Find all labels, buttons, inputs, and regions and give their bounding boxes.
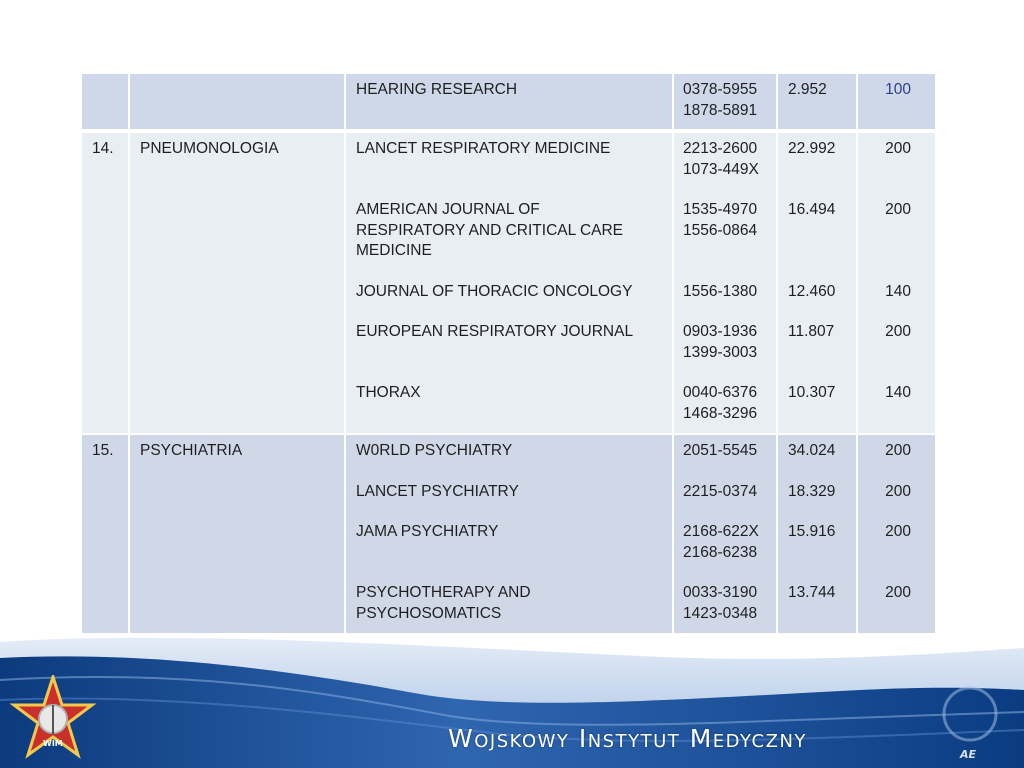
row-number: 14. xyxy=(81,131,129,434)
issn-value: 1399-3003 xyxy=(683,343,758,361)
points-value: 100 xyxy=(857,73,936,131)
list-item xyxy=(683,482,766,503)
table-row xyxy=(81,73,936,131)
list-item xyxy=(356,139,662,180)
journal-title: EUROPEAN RESPIRATORY JOURNAL xyxy=(356,323,634,340)
issn-cell xyxy=(673,434,777,634)
journal-title: MEDICINE xyxy=(356,242,432,259)
journal-table xyxy=(80,72,937,635)
impact-factor: 13.744 xyxy=(788,584,836,601)
issn-cell xyxy=(673,73,777,131)
points-cell xyxy=(857,131,936,434)
journal-title: W0RLD PSYCHIATRY xyxy=(356,442,513,459)
list-item xyxy=(788,441,846,462)
issn-value: 2051-5545 xyxy=(683,442,758,459)
list-item xyxy=(788,583,846,624)
list-item xyxy=(356,482,662,503)
points-value: 200 xyxy=(885,523,911,540)
issn-value: 2168-622X xyxy=(683,523,759,540)
journal-title: PSYCHOTHERAPY AND xyxy=(356,584,531,601)
list-item xyxy=(868,583,911,624)
list-item xyxy=(356,322,662,363)
journal-title: JOURNAL OF THORACIC ONCOLOGY xyxy=(356,282,633,300)
impact-factor: 16.494 xyxy=(788,201,836,218)
list-item xyxy=(683,383,766,424)
corner-logo-mark: AE xyxy=(960,748,977,761)
list-item xyxy=(683,441,766,462)
list-item xyxy=(683,139,766,180)
list-item xyxy=(868,139,911,180)
list-item xyxy=(683,200,766,262)
footer-brand-name: Wojskowy Instytut Medyczny xyxy=(448,724,807,753)
footer-band xyxy=(0,620,1024,768)
impact-factor: 22.992 xyxy=(788,140,836,157)
discipline-name xyxy=(129,73,345,131)
points-value: 200 xyxy=(885,584,911,601)
list-item xyxy=(356,583,662,624)
issn-value: 1468-3296 xyxy=(683,404,758,422)
list-item xyxy=(788,482,846,503)
impact-cell xyxy=(777,131,857,434)
issn-value: 2213-2600 xyxy=(683,140,758,157)
issn-value: 1535-4970 xyxy=(683,201,758,218)
list-item xyxy=(788,139,846,180)
impact-factor: 11.807 xyxy=(788,323,835,340)
list-item xyxy=(683,282,766,303)
points-value: 200 xyxy=(885,482,911,500)
issn-value: 1073-449X xyxy=(683,160,759,178)
list-item xyxy=(356,200,662,262)
issn-value: 1556-0864 xyxy=(683,221,758,239)
issn-value: 0378-5955 xyxy=(683,81,758,98)
list-item xyxy=(356,522,662,563)
issn-value: 1878-5891 xyxy=(683,101,758,119)
list-item xyxy=(683,522,766,563)
journal-title: RESPIRATORY AND CRITICAL CARE xyxy=(356,221,624,239)
journal-title: THORAX xyxy=(356,384,421,401)
impact-factor: 34.024 xyxy=(788,442,836,459)
points-cell xyxy=(857,434,936,634)
discipline-name: PNEUMONOLOGIA xyxy=(129,131,345,434)
list-item xyxy=(868,322,911,363)
institute-emblem xyxy=(4,675,102,767)
journal-title: PSYCHOSOMATICS xyxy=(356,604,502,622)
points-value: 140 xyxy=(885,384,911,401)
journal-title: JAMA PSYCHIATRY xyxy=(356,523,499,540)
list-item xyxy=(683,583,766,624)
issn-value: 1423-0348 xyxy=(683,604,758,622)
issn-value: 2215-0374 xyxy=(683,482,758,500)
points-value: 200 xyxy=(885,442,911,459)
list-item xyxy=(356,383,662,424)
list-item xyxy=(868,383,911,424)
journal-title: LANCET RESPIRATORY MEDICINE xyxy=(356,140,611,157)
list-item xyxy=(788,383,846,424)
list-item xyxy=(788,282,846,303)
impact-factor: 10.307 xyxy=(788,384,836,401)
journal-cell xyxy=(345,131,673,434)
points-value: 200 xyxy=(885,201,911,218)
journal-cell xyxy=(345,434,673,634)
list-item xyxy=(868,200,911,262)
impact-cell xyxy=(777,434,857,634)
issn-value: 0903-1936 xyxy=(683,323,758,340)
issn-value: 2168-6238 xyxy=(683,543,758,561)
impact-factor: 18.329 xyxy=(788,482,836,500)
list-item xyxy=(356,441,662,462)
points-value: 200 xyxy=(885,140,911,157)
table-row xyxy=(81,131,936,434)
discipline-name: PSYCHIATRIA xyxy=(129,434,345,634)
issn-cell xyxy=(673,131,777,434)
journal-table-container xyxy=(80,72,935,635)
row-number xyxy=(81,73,129,131)
list-item xyxy=(788,200,846,262)
impact-factor: 12.460 xyxy=(788,282,836,300)
journal-title: HEARING RESEARCH xyxy=(345,73,673,131)
row-number: 15. xyxy=(81,434,129,634)
list-item xyxy=(788,522,846,563)
points-value: 140 xyxy=(885,282,911,300)
journal-title: AMERICAN JOURNAL OF xyxy=(356,201,540,218)
points-value: 200 xyxy=(885,323,911,340)
impact-factor: 2.952 xyxy=(777,73,857,131)
list-item xyxy=(868,282,911,303)
issn-value: 0033-3190 xyxy=(683,584,758,601)
list-item xyxy=(868,522,911,563)
journal-title: LANCET PSYCHIATRY xyxy=(356,482,519,500)
list-item xyxy=(788,322,846,363)
emblem-label: WIM xyxy=(43,739,63,748)
table-row xyxy=(81,434,936,634)
list-item xyxy=(356,282,662,303)
list-item xyxy=(868,441,911,462)
impact-factor: 15.916 xyxy=(788,523,836,540)
discipline-groups xyxy=(81,131,936,634)
issn-value: 0040-6376 xyxy=(683,384,758,401)
list-item xyxy=(868,482,911,503)
list-item xyxy=(683,322,766,363)
issn-value: 1556-1380 xyxy=(683,282,758,300)
